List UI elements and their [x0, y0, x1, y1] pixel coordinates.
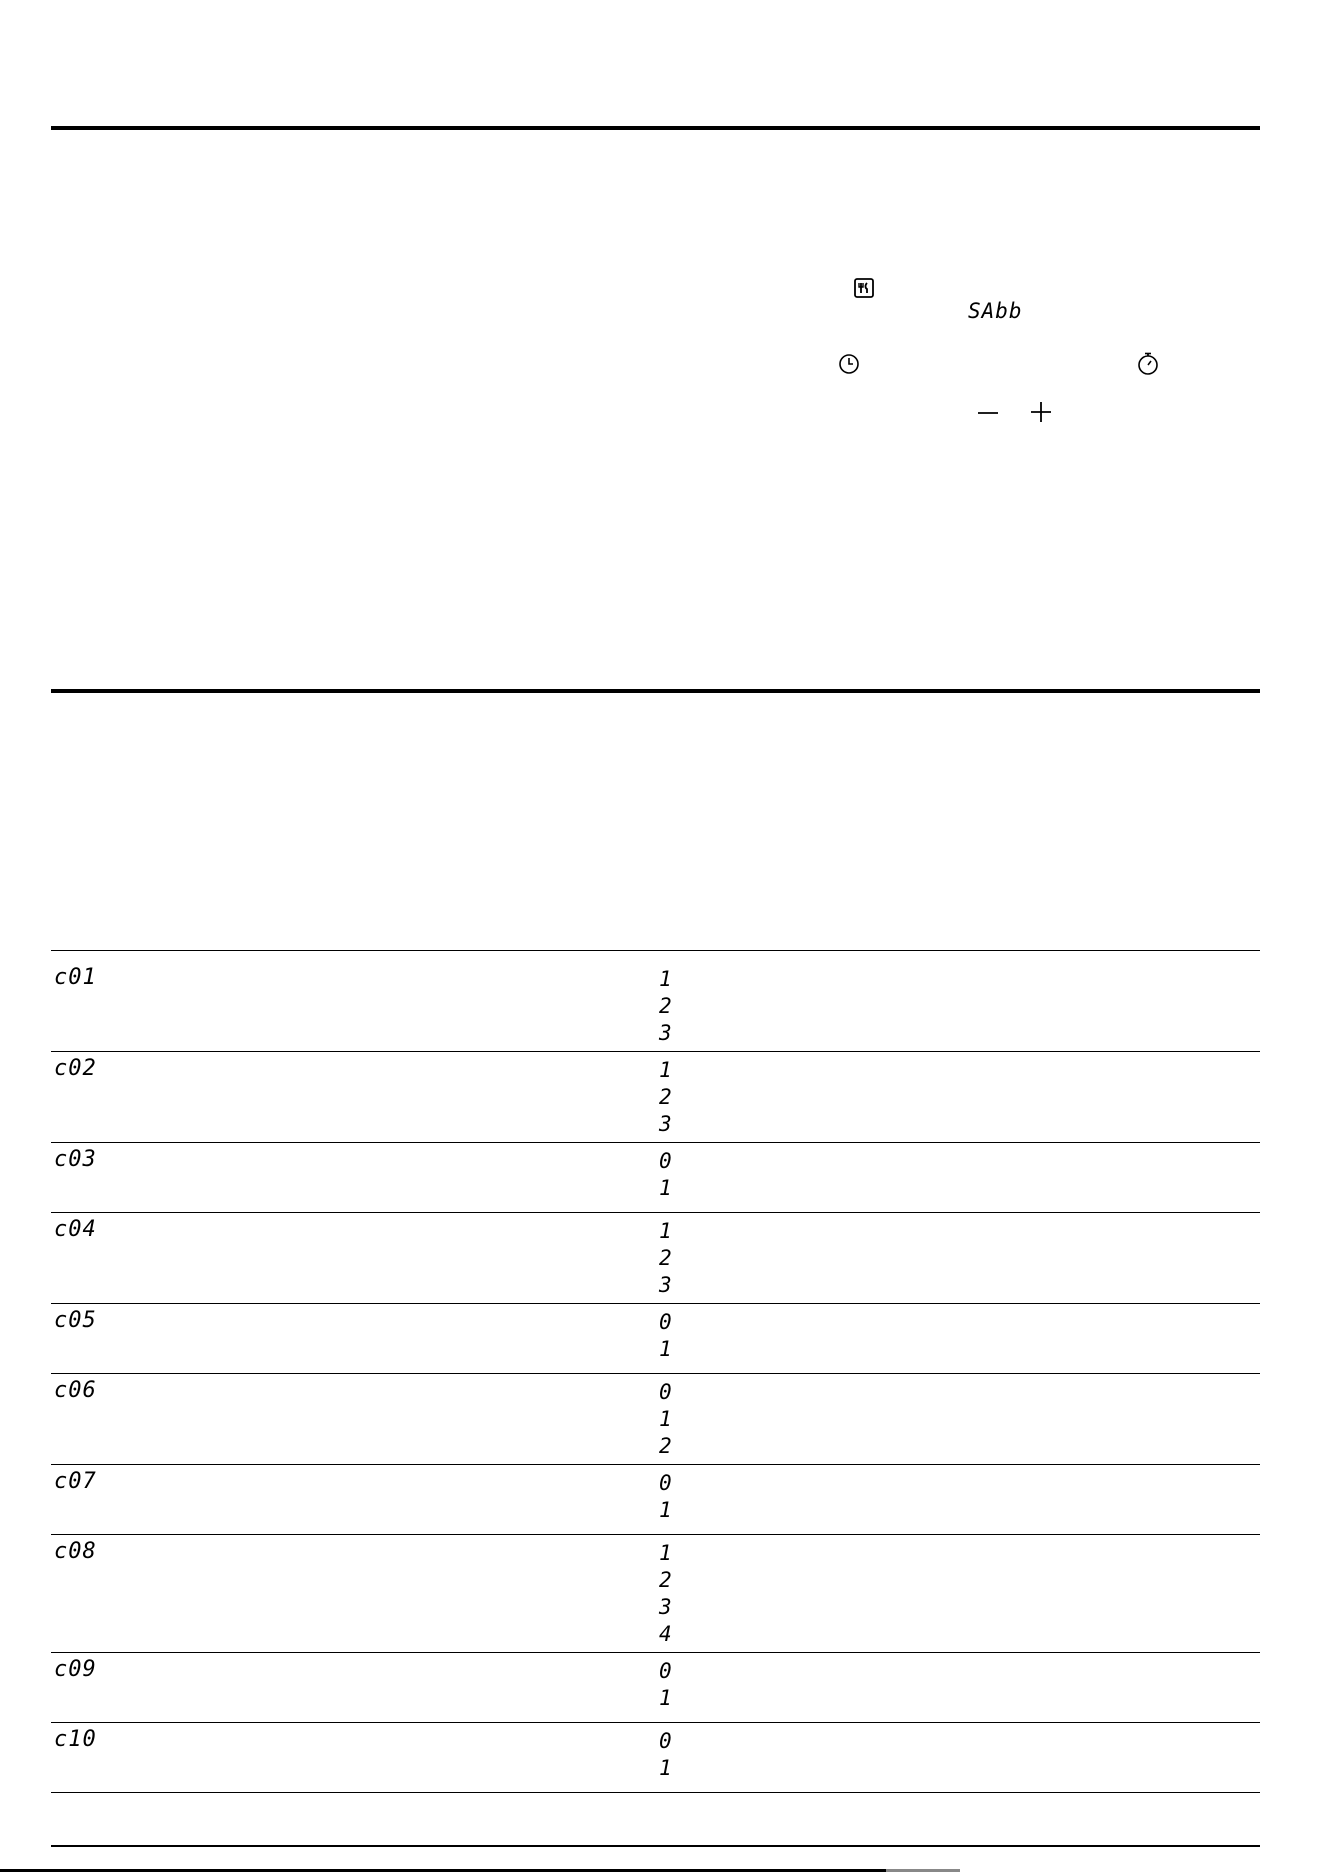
setting-code-cell — [51, 1535, 659, 1653]
setting-value: 1 — [659, 1407, 672, 1431]
table-row — [51, 1535, 1260, 1653]
setting-code-cell — [51, 1143, 659, 1213]
setting-code: c05 — [54, 1308, 97, 1333]
setting-value: 2 — [659, 1568, 672, 1592]
setting-value: 1 — [659, 1498, 672, 1522]
setting-values-cell — [659, 1213, 1260, 1304]
setting-values-cell — [659, 1143, 1260, 1213]
setting-code-cell — [51, 1653, 659, 1723]
setting-value: 0 — [659, 1471, 672, 1495]
setting-value: 0 — [659, 1729, 672, 1753]
setting-values-cell — [659, 1535, 1260, 1653]
table-row — [51, 1653, 1260, 1723]
setting-code-cell — [51, 1465, 659, 1535]
setting-value: 1 — [659, 1686, 672, 1710]
table-row — [51, 1143, 1260, 1213]
setting-code-cell — [51, 1723, 659, 1793]
setting-value: 3 — [659, 1273, 672, 1297]
setting-code: c09 — [54, 1657, 97, 1682]
setting-values-cell — [659, 1653, 1260, 1723]
setting-code: c06 — [54, 1378, 97, 1403]
setting-value: 1 — [659, 1756, 672, 1780]
setting-value: 0 — [659, 1659, 672, 1683]
table-row — [51, 1213, 1260, 1304]
setting-value: 1 — [659, 1058, 672, 1082]
setting-value: 0 — [659, 1310, 672, 1334]
setting-values-cell — [659, 1374, 1260, 1465]
timer-icon — [1137, 352, 1159, 381]
setting-value: 0 — [659, 1380, 672, 1404]
setting-code: c10 — [54, 1727, 97, 1752]
section-rule-middle — [51, 689, 1260, 693]
table-row — [51, 1723, 1260, 1793]
table-footer-row — [51, 1793, 1260, 1847]
setting-value: 3 — [659, 1595, 672, 1619]
setting-code-cell — [51, 1304, 659, 1374]
setting-value: 3 — [659, 1112, 672, 1136]
setting-values-cell — [659, 961, 1260, 1052]
table-row — [51, 1374, 1260, 1465]
setting-code: c01 — [54, 965, 97, 990]
setting-code: c08 — [54, 1539, 97, 1564]
section-rule-top — [51, 126, 1260, 130]
setting-values-cell — [659, 1304, 1260, 1374]
setting-value: 2 — [659, 1434, 672, 1458]
table-footer-cell — [51, 1793, 1260, 1847]
setting-value: 1 — [659, 1541, 672, 1565]
setting-value: 2 — [659, 1085, 672, 1109]
setting-value: 3 — [659, 1021, 672, 1045]
table-row — [51, 1052, 1260, 1143]
lcd-word: SAbb — [968, 299, 1023, 323]
setting-value: 0 — [659, 1149, 672, 1173]
setting-value: 4 — [659, 1622, 672, 1646]
minus-icon — [977, 402, 999, 429]
setting-value: 1 — [659, 1176, 672, 1200]
table-row — [51, 1465, 1260, 1535]
table-header-rule — [51, 950, 1260, 951]
setting-value: 1 — [659, 967, 672, 991]
setting-code-cell — [51, 1052, 659, 1143]
setting-value: 1 — [659, 1337, 672, 1361]
setting-values-cell — [659, 1723, 1260, 1793]
setting-code: c02 — [54, 1056, 97, 1081]
setting-code-cell — [51, 1374, 659, 1465]
setting-code: c07 — [54, 1469, 97, 1494]
table-row — [51, 961, 1260, 1052]
setting-code: c04 — [54, 1217, 97, 1242]
table-row — [51, 1304, 1260, 1374]
plus-icon — [1030, 401, 1052, 428]
setting-value: 2 — [659, 994, 672, 1018]
setting-values-cell — [659, 1465, 1260, 1535]
setting-values-cell — [659, 1052, 1260, 1143]
setting-code-cell — [51, 961, 659, 1052]
setting-code-cell — [51, 1213, 659, 1304]
setting-code: c03 — [54, 1147, 97, 1172]
clock-icon — [838, 353, 860, 380]
setting-value: 1 — [659, 1219, 672, 1243]
settings-table — [51, 961, 1260, 1847]
setting-value: 2 — [659, 1246, 672, 1270]
cutlery-icon — [854, 278, 874, 303]
